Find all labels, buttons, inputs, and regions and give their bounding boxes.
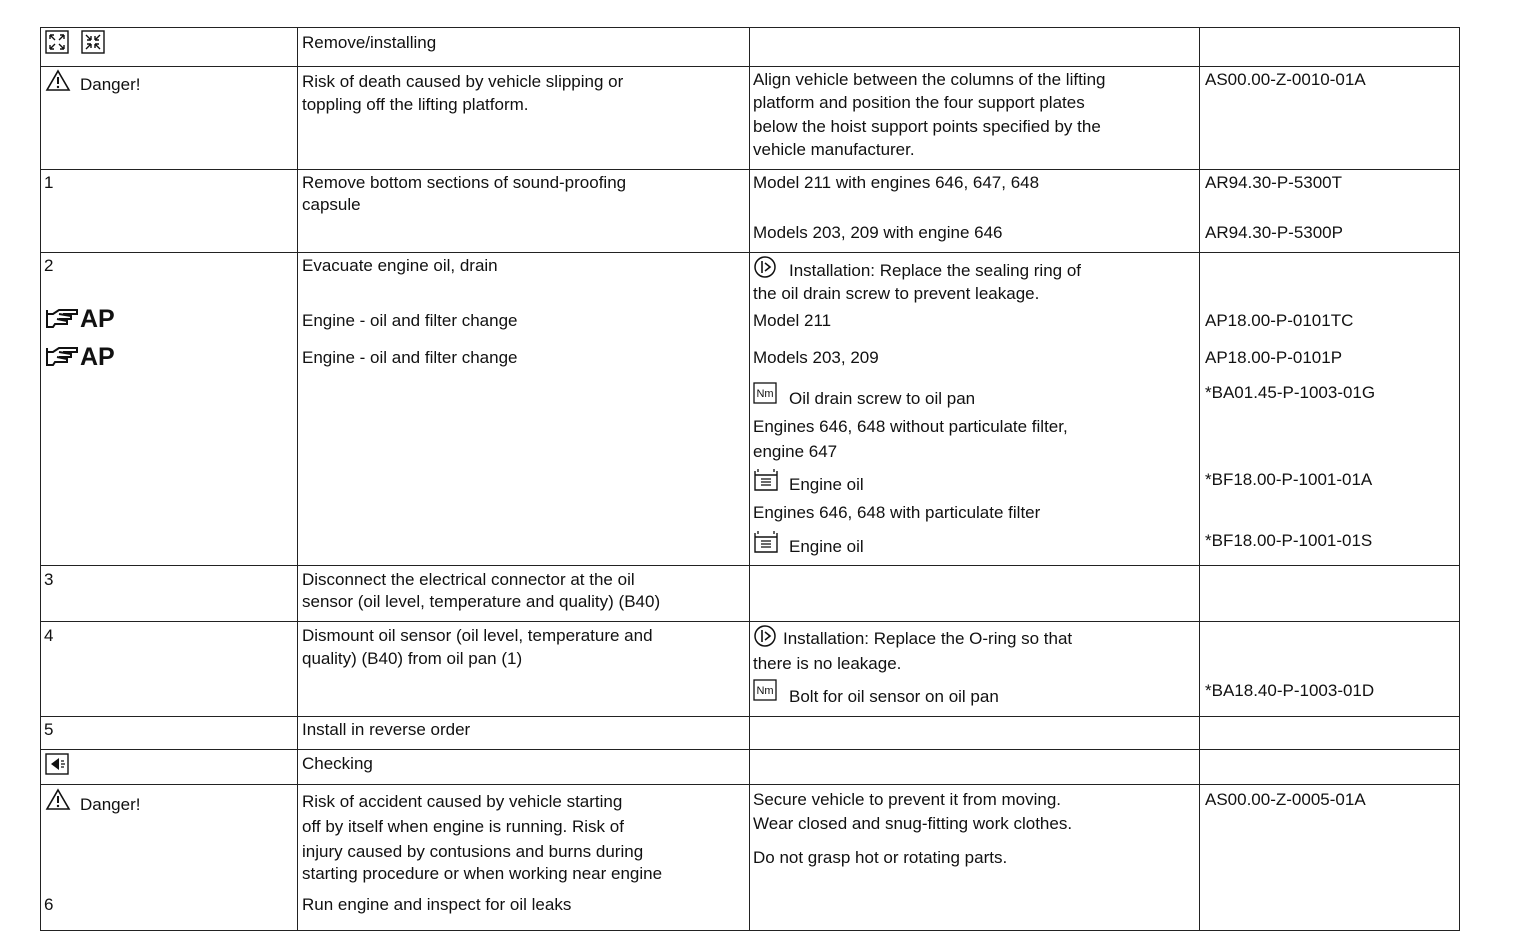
svg-text:Nm: Nm (756, 685, 774, 697)
engine-note: engine 647 (753, 442, 838, 461)
document-reference: *BA18.40-P-1003-01D (1205, 681, 1375, 700)
risk-text-line: off by itself when engine is running. Risk of (302, 817, 624, 836)
row-divider (40, 621, 1460, 622)
step-number: 3 (44, 570, 54, 589)
section-title: Checking (302, 754, 373, 773)
remove-install-icon (45, 30, 107, 54)
svg-text:Nm: Nm (756, 388, 774, 400)
installation-note: Installation: Replace the sealing ring of (789, 261, 1082, 280)
step-action: sensor (oil level, temperature and quality) (B40) (302, 592, 661, 611)
document-reference: AP18.00-P-0101TC (1205, 311, 1354, 330)
engine-note: Engines 646, 648 without particulate filter, (753, 417, 1068, 436)
danger-label: Danger! (80, 795, 141, 814)
note-line: Secure vehicle to prevent it from moving. (753, 790, 1062, 809)
step-action: Install in reverse order (302, 720, 471, 739)
torque-nm-icon (753, 382, 777, 404)
oil-spec: Engine oil (789, 537, 864, 556)
torque-spec: Oil drain screw to oil pan (789, 389, 976, 408)
step-action: Dismount oil sensor (oil level, temperature and (302, 626, 653, 645)
model-note: Model 211 with engines 646, 647, 648 (753, 173, 1040, 192)
ap-label: AP (80, 343, 115, 371)
step-number: 1 (44, 173, 54, 192)
risk-text-line: Risk of accident caused by vehicle starting (302, 792, 623, 811)
installation-note: there is no leakage. (753, 654, 902, 673)
oil-capacity-icon (753, 530, 779, 554)
document-reference: AR94.30-P-5300T (1205, 173, 1343, 192)
model-note: Models 203, 209 with engine 646 (753, 223, 1003, 242)
pointing-hand-icon (45, 306, 79, 330)
model-note: Model 211 (753, 311, 832, 330)
step-action: Evacuate engine oil, drain (302, 256, 498, 275)
document-reference: AS00.00-Z-0010-01A (1205, 70, 1366, 89)
note-line: below the hoist support points specified by the (753, 117, 1101, 136)
danger-label: Danger! (80, 75, 141, 94)
step-number: 5 (44, 720, 54, 739)
document-reference: AR94.30-P-5300P (1205, 223, 1343, 242)
oil-spec: Engine oil (789, 475, 864, 494)
step-action: capsule (302, 195, 361, 214)
checking-icon (45, 753, 69, 775)
model-note: Models 203, 209 (753, 348, 879, 367)
note-line: Wear closed and snug-fitting work clothes. (753, 814, 1073, 833)
document-reference: AP18.00-P-0101P (1205, 348, 1343, 367)
document-reference: AS00.00-Z-0005-01A (1205, 790, 1366, 809)
installation-note-icon (753, 624, 777, 648)
note-line: vehicle manufacturer. (753, 140, 915, 159)
step-action: Engine - oil and filter change (302, 311, 518, 330)
pointing-hand-icon (45, 344, 79, 368)
engine-note: Engines 646, 648 with particulate filter (753, 503, 1041, 522)
warning-triangle-icon (45, 788, 71, 811)
step-action: Engine - oil and filter change (302, 348, 518, 367)
row-divider (40, 749, 1460, 750)
step-number: 6 (44, 895, 54, 914)
row-divider (40, 169, 1460, 170)
warning-triangle-icon (45, 69, 71, 92)
risk-text-line: toppling off the lifting platform. (302, 95, 529, 114)
risk-text-line: injury caused by contusions and burns during (302, 842, 644, 861)
note-line: Align vehicle between the columns of the lifting (753, 70, 1106, 89)
column-divider (749, 27, 750, 931)
row-divider (40, 716, 1460, 717)
installation-note: Installation: Replace the O-ring so that (783, 629, 1073, 648)
step-action: Run engine and inspect for oil leaks (302, 895, 572, 914)
document-reference: *BF18.00-P-1001-01A (1205, 470, 1373, 489)
installation-note: the oil drain screw to prevent leakage. (753, 284, 1040, 303)
step-action: quality) (B40) from oil pan (1) (302, 649, 523, 668)
row-divider (40, 252, 1460, 253)
torque-spec: Bolt for oil sensor on oil pan (789, 687, 999, 706)
note-line: Do not grasp hot or rotating parts. (753, 848, 1008, 867)
oil-capacity-icon (753, 468, 779, 492)
row-divider (40, 784, 1460, 785)
step-action: Disconnect the electrical connector at the oil (302, 570, 635, 589)
row-divider (40, 565, 1460, 566)
installation-note-icon (753, 255, 777, 279)
step-number: 2 (44, 256, 54, 275)
torque-nm-icon (753, 679, 777, 701)
document-reference: *BA01.45-P-1003-01G (1205, 383, 1376, 402)
column-divider (297, 27, 298, 931)
step-action: Remove bottom sections of sound-proofing (302, 173, 627, 192)
note-line: platform and position the four support plates (753, 93, 1085, 112)
step-number: 4 (44, 626, 54, 645)
section-title: Remove/installing (302, 33, 437, 52)
ap-label: AP (80, 305, 115, 333)
document-reference: *BF18.00-P-1001-01S (1205, 531, 1373, 550)
row-divider (40, 66, 1460, 67)
column-divider (1199, 27, 1200, 931)
risk-text-line: starting procedure or when working near engine (302, 864, 663, 883)
risk-text-line: Risk of death caused by vehicle slipping or (302, 72, 624, 91)
